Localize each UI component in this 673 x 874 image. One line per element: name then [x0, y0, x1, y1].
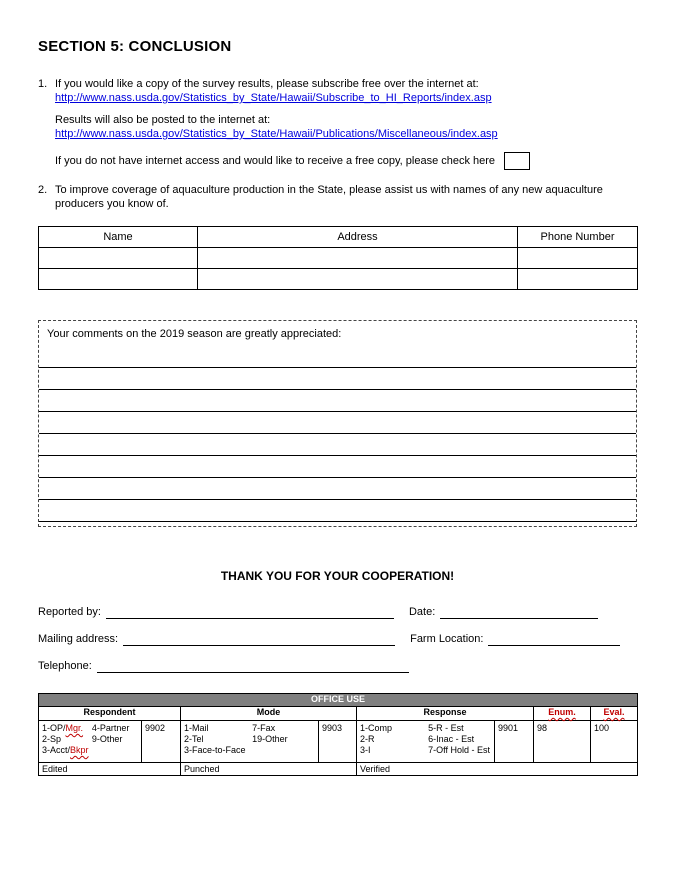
item-1-number: 1.	[38, 78, 48, 90]
free-copy-checkbox[interactable]	[504, 152, 530, 170]
comments-box-padding	[39, 522, 636, 526]
name-cell	[39, 269, 198, 290]
response-codes-cell	[357, 721, 495, 763]
thank-you-text: THANK YOU FOR YOUR COOPERATION!	[220, 569, 455, 583]
response-code-3: 3-I	[360, 745, 371, 755]
respondent-code-3: 3-Acct/	[42, 745, 71, 755]
mode-code-19: 19-Other	[252, 734, 288, 744]
enum-header: Enum.	[534, 707, 591, 721]
mode-code-7: 7-Fax	[252, 723, 276, 733]
comment-line	[39, 478, 636, 500]
item-2	[38, 183, 637, 211]
mailing-address-row	[38, 632, 637, 646]
comment-line	[39, 346, 636, 368]
respondent-code-1-edit: Mgr.	[65, 723, 84, 733]
comment-line	[39, 434, 636, 456]
respondent-code-4: 4-Partner	[91, 723, 130, 733]
response-code-1: 1-Comp	[360, 723, 393, 733]
address-cell	[198, 269, 518, 290]
reported-by-row	[38, 605, 637, 619]
phone-cell	[518, 269, 638, 290]
publications-link[interactable]: http://www.nass.usda.gov/Statistics_by_State/Hawaii/Publications/Miscellaneous/index.asp	[55, 128, 498, 140]
office-use-title-row	[39, 694, 638, 707]
signature-block	[38, 605, 637, 673]
respondent-code-number: 9902	[142, 721, 181, 763]
respondent-code-1: 1-OP/	[42, 723, 66, 733]
item-2-text: To improve coverage of aquaculture production in the State, please assist us with names of any new aquaculture producers you know of.	[55, 184, 603, 210]
eval-value: 100	[591, 721, 638, 763]
verified-cell: Verified	[357, 763, 638, 776]
column-header-address: Address	[198, 227, 518, 248]
mode-code-1: 1-Mail	[184, 723, 209, 733]
comment-line	[39, 500, 636, 522]
telephone-line	[97, 659, 409, 673]
telephone-row	[38, 659, 637, 673]
comment-line	[39, 456, 636, 478]
section-title: SECTION 5: CONCLUSION	[38, 38, 232, 55]
eval-header: Eval.	[591, 707, 638, 721]
mode-codes-cell	[181, 721, 319, 763]
response-code-5: 5-R - Est	[428, 723, 464, 733]
item-1-text: If you would like a copy of the survey results, please subscribe free over the internet at:	[55, 78, 479, 90]
column-header-phone: Phone Number	[518, 227, 638, 248]
table-row	[39, 269, 638, 290]
enum-value: 98	[534, 721, 591, 763]
reported-by-label: Reported by:	[38, 606, 101, 618]
response-code-7: 7-Off Hold - Est	[428, 745, 490, 755]
producers-table	[38, 226, 638, 290]
respondent-code-3-edit: Bkpr	[70, 745, 89, 755]
office-use-footer-row	[39, 763, 638, 776]
office-use-codes-row	[39, 721, 638, 763]
address-cell	[198, 248, 518, 269]
respondent-code-9: 9-Other	[91, 734, 123, 744]
mode-code-number: 9903	[319, 721, 357, 763]
office-use-header-row	[39, 707, 638, 721]
edited-cell: Edited	[39, 763, 181, 776]
date-line	[440, 605, 598, 619]
mode-code-3: 3-Face-to-Face	[184, 745, 246, 755]
farm-location-label: Farm Location:	[410, 633, 484, 645]
name-cell	[39, 248, 198, 269]
respondent-codes-cell	[39, 721, 142, 763]
check-here-text: If you do not have internet access and would like to receive a free copy, please check here	[55, 155, 496, 167]
check-here-row	[55, 152, 637, 170]
item-2-number: 2.	[38, 184, 48, 196]
response-code-number: 9901	[495, 721, 534, 763]
phone-cell	[518, 248, 638, 269]
item-1	[38, 77, 637, 170]
mailing-address-line	[123, 632, 395, 646]
response-code-6: 6-Inac - Est	[428, 734, 475, 744]
office-use-title: OFFICE USE	[39, 694, 638, 707]
respondent-code-2: 2-Sp	[42, 734, 62, 744]
table-row	[39, 248, 638, 269]
producers-header-row	[39, 227, 638, 248]
punched-cell: Punched	[181, 763, 357, 776]
telephone-label: Telephone:	[38, 660, 92, 672]
response-code-2: 2-R	[360, 734, 375, 744]
comment-line	[39, 390, 636, 412]
comments-box	[38, 320, 637, 527]
respondent-header: Respondent	[39, 707, 181, 721]
item-1-text-2: Results will also be posted to the internet at:	[55, 114, 271, 126]
mode-header: Mode	[181, 707, 357, 721]
reported-by-line	[106, 605, 394, 619]
comment-line	[39, 412, 636, 434]
column-header-name: Name	[39, 227, 198, 248]
comment-line	[39, 368, 636, 390]
response-header: Response	[357, 707, 534, 721]
mailing-address-label: Mailing address:	[38, 633, 119, 645]
mode-code-2: 2-Tel	[184, 734, 204, 744]
comments-label: Your comments on the 2019 season are greatly appreciated:	[47, 328, 342, 340]
office-use-table	[38, 693, 638, 776]
date-label: Date:	[408, 606, 436, 618]
subscribe-reports-link[interactable]: http://www.nass.usda.gov/Statistics_by_State/Hawaii/Subscribe_to_HI_Reports/index.asp	[55, 92, 492, 104]
farm-location-line	[488, 632, 620, 646]
